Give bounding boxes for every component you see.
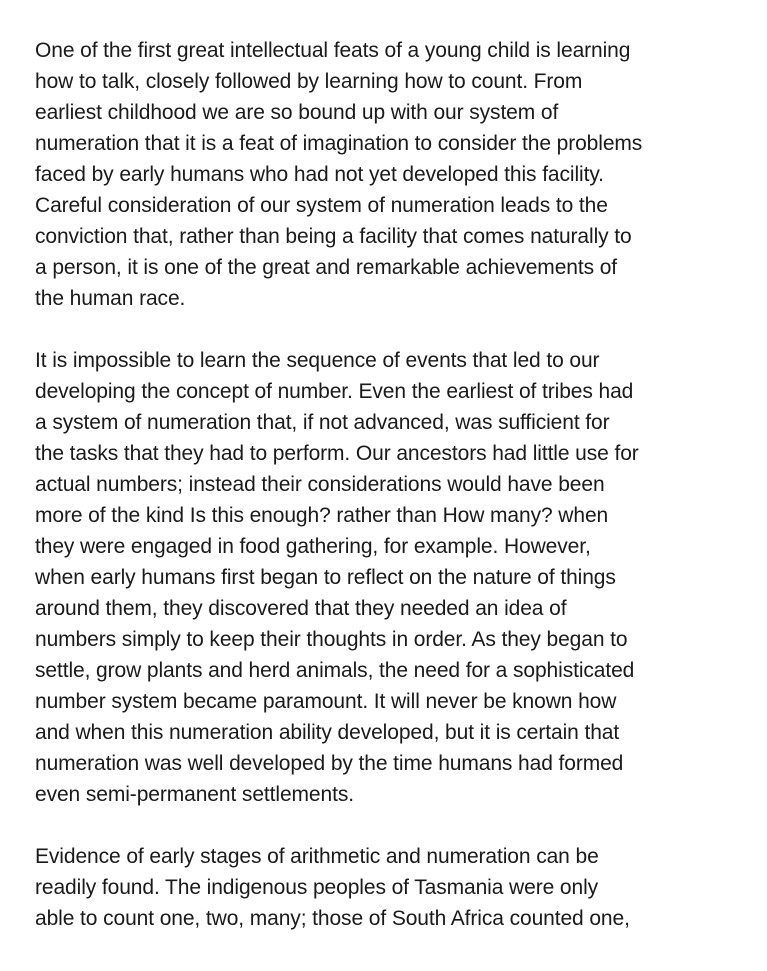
text-line: One of the first great intellectual feats of a young child is learning xyxy=(35,39,631,62)
paragraph xyxy=(35,841,747,934)
text-line: even semi-permanent settlements. xyxy=(35,783,354,806)
text-line: number system became paramount. It will never be known how xyxy=(35,690,617,713)
text-line: numbers simply to keep their thoughts in order. As they began to xyxy=(35,628,628,651)
text-line: faced by early humans who had not yet developed this facility. xyxy=(35,163,604,186)
text-line: able to count one, two, many; those of South Africa counted one, xyxy=(35,907,630,930)
text-line: a system of numeration that, if not advanced, was sufficient for xyxy=(35,411,610,434)
text-line: numeration was well developed by the time humans had formed xyxy=(35,752,624,775)
text-line: when early humans first began to reflect on the nature of things xyxy=(35,566,616,589)
text-line: It is impossible to learn the sequence of events that led to our xyxy=(35,349,600,372)
text-line: readily found. The indigenous peoples of Tasmania were only xyxy=(35,876,599,899)
text-line: actual numbers; instead their considerations would have been xyxy=(35,473,605,496)
text-line: conviction that, rather than being a facility that comes naturally to xyxy=(35,225,632,248)
text-line: more of the kind Is this enough? rather than How many? when xyxy=(35,504,609,527)
text-line: a person, it is one of the great and remarkable achievements of xyxy=(35,256,618,279)
text-line: numeration that it is a feat of imagination to consider the problems xyxy=(35,132,643,155)
text-line: the tasks that they had to perform. Our ancestors had little use for xyxy=(35,442,639,465)
paragraph xyxy=(35,35,747,314)
paragraph xyxy=(35,345,747,810)
text-line: around them, they discovered that they needed an idea of xyxy=(35,597,567,620)
text-line: settle, grow plants and herd animals, the need for a sophisticated xyxy=(35,659,635,682)
text-line: how to talk, closely followed by learning how to count. From xyxy=(35,70,583,93)
text-line: and when this numeration ability developed, but it is certain that xyxy=(35,721,620,744)
text-line: developing the concept of number. Even the earliest of tribes had xyxy=(35,380,634,403)
text-line: Careful consideration of our system of numeration leads to the xyxy=(35,194,608,217)
text-line: Evidence of early stages of arithmetic and numeration can be xyxy=(35,845,599,868)
text-line: the human race. xyxy=(35,287,186,310)
text-line: they were engaged in food gathering, for example. However, xyxy=(35,535,591,558)
text-line: earliest childhood we are so bound up with our system of xyxy=(35,101,559,124)
